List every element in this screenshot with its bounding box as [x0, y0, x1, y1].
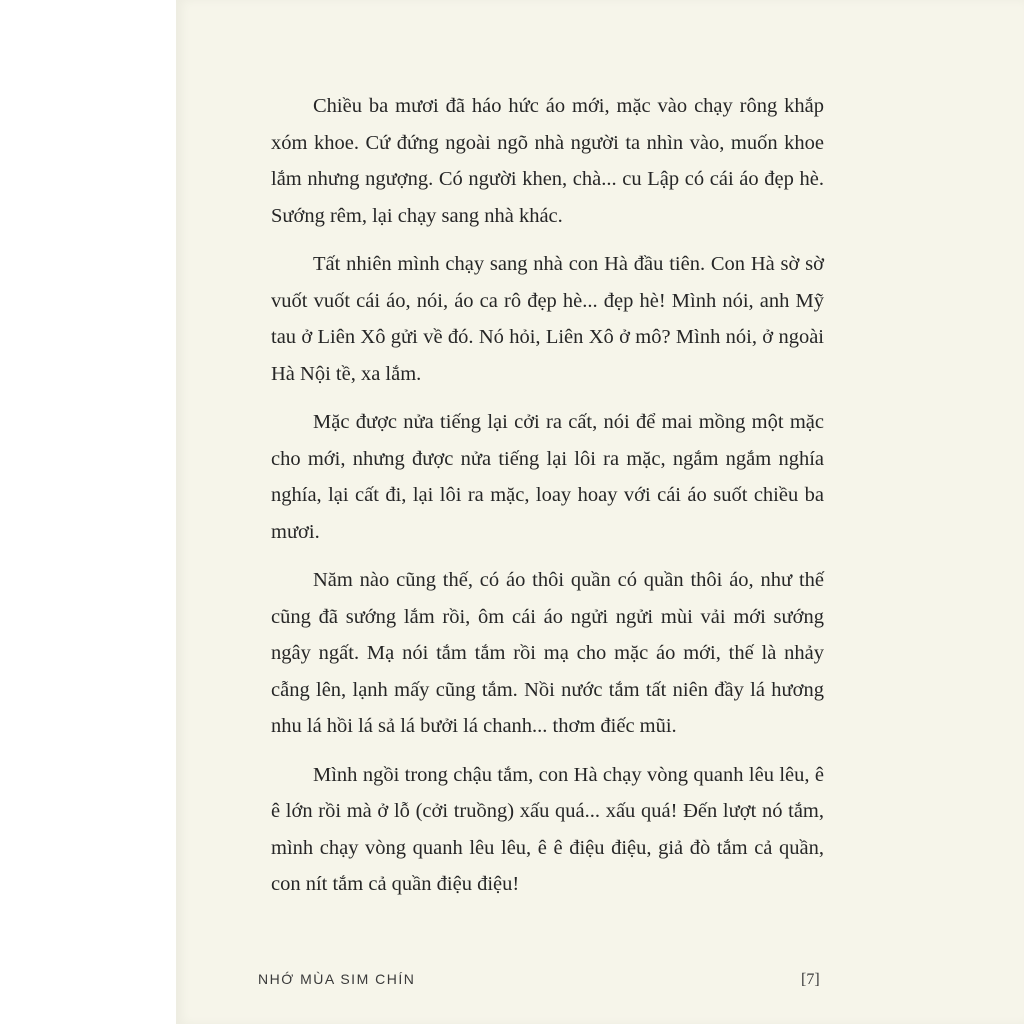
page-number: [7] [801, 971, 820, 988]
paragraph: Chiều ba mươi đã háo hức áo mới, mặc vào chạy rông khắp xóm khoe. Cứ đứng ngoài ngõ nhà người ta nhìn vào, muốn khoe lắm nhưng ngượng. Có người khen, chà... cu Lập có cái áo đẹp hè. Sướng rêm, lại chạy sang nhà khác. [271, 95, 824, 227]
paragraph: Mặc được nửa tiếng lại cởi ra cất, nói để mai mồng một mặc cho mới, nhưng được nửa tiếng lại lôi ra mặc, ngắm ngắm nghía nghía, lại cất đi, lại lôi ra mặc, loay hoay với cái áo suốt chiều ba mươi. [271, 411, 824, 543]
paragraph: Tất nhiên mình chạy sang nhà con Hà đầu tiên. Con Hà sờ sờ vuốt vuốt cái áo, nói, áo ca rô đẹp hè... đẹp hè! Mình nói, anh Mỹ tau ở Liên Xô gửi về đó. Nó hỏi, Liên Xô ở mô? Mình nói, ở ngoài Hà Nội tề, xa lắm. [271, 253, 824, 385]
body-text [271, 88, 824, 903]
paragraph: Năm nào cũng thế, có áo thôi quần có quần thôi áo, như thế cũng đã sướng lắm rồi, ôm cái áo ngửi ngửi mùi vải mới sướng ngây ngất. Mạ nói tắm tắm rồi mạ cho mặc áo mới, thế là nhảy cẫng lên, lạnh mấy cũng tắm. Nồi nước tắm tất niên đầy lá hương nhu lá hồi lá sả lá bưởi lá chanh... thơm điếc mũi. [271, 569, 824, 737]
running-footer-title: NHỚ MÙA SIM CHÍN [258, 971, 416, 987]
book-page [176, 0, 1024, 1024]
paragraph: Mình ngồi trong chậu tắm, con Hà chạy vòng quanh lêu lêu, ê ê lớn rồi mà ở lỗ (cởi truồng) xấu quá... xấu quá! Đến lượt nó tắm, mình chạy vòng quanh lêu lêu, ê ê điệu điệu, giả đò tắm cả quần, con nít tắm cả quần điệu điệu! [271, 763, 824, 895]
